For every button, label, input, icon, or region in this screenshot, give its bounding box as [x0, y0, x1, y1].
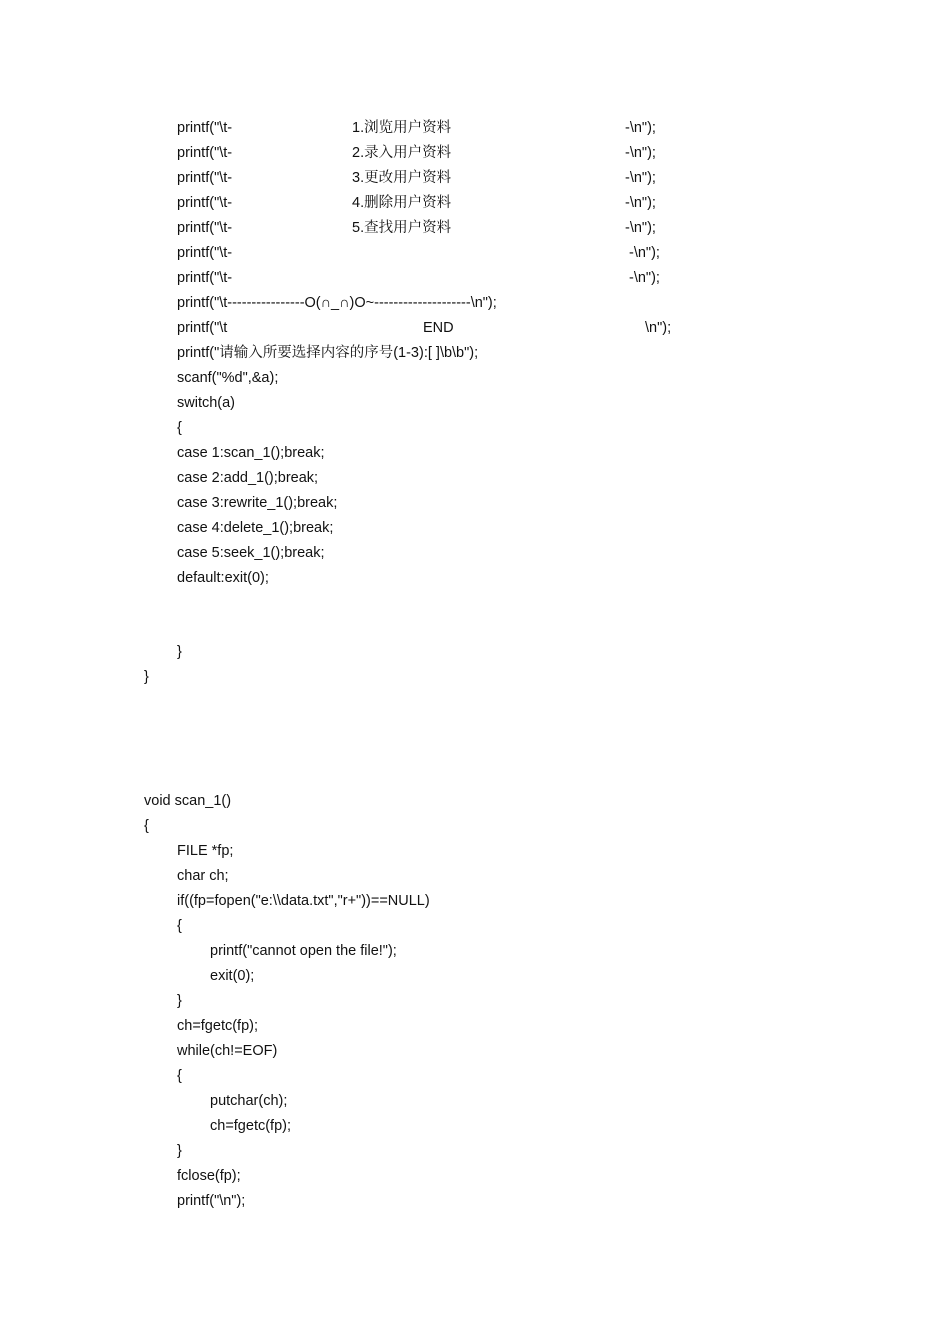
code-line: 3.更改用户资料 — [352, 170, 452, 186]
code-line: putchar(ch); — [210, 1093, 288, 1109]
code-line: printf("\t- — [177, 220, 233, 236]
code-line: } — [177, 1143, 182, 1159]
code-line: printf("请输入所要选择内容的序号(1-3):[ ]\b\b"); — [177, 345, 479, 361]
code-line: 5.查找用户资料 — [352, 220, 452, 236]
code-line: exit(0); — [210, 968, 255, 984]
code-line: 2.录入用户资料 — [352, 145, 452, 161]
code-line: 4.删除用户资料 — [352, 195, 452, 211]
code-line: switch(a) — [177, 395, 236, 411]
code-line: default:exit(0); — [177, 570, 269, 586]
code-line: printf("\n"); — [177, 1193, 246, 1209]
code-line: FILE *fp; — [177, 843, 234, 859]
code-line: { — [177, 918, 182, 934]
code-line: { — [177, 1068, 182, 1084]
code-line: ch=fgetc(fp); — [210, 1118, 291, 1134]
code-line: printf("\t----------------O(∩_∩)O~--------------------\n"); — [177, 295, 497, 311]
code-line: \n"); — [645, 320, 672, 336]
code-line: -\n"); — [625, 120, 656, 136]
code-line: } — [177, 993, 182, 1009]
code-line: while(ch!=EOF) — [177, 1043, 278, 1059]
code-line: -\n"); — [625, 170, 656, 186]
code-line: printf("cannot open the file!"); — [210, 943, 397, 959]
code-line: fclose(fp); — [177, 1168, 241, 1184]
code-line: ch=fgetc(fp); — [177, 1018, 258, 1034]
code-line: printf("\t- — [177, 195, 233, 211]
code-line: printf("\t — [177, 320, 228, 336]
code-line: -\n"); — [629, 245, 660, 261]
code-line: case 2:add_1();break; — [177, 470, 319, 486]
code-line: scanf("%d",&a); — [177, 370, 279, 386]
code-line: END — [423, 320, 454, 336]
code-line: if((fp=fopen("e:\\data.txt","r+"))==NULL) — [177, 893, 430, 909]
code-line: } — [177, 644, 182, 660]
code-line: 1.浏览用户资料 — [352, 120, 452, 136]
code-line: printf("\t- — [177, 270, 233, 286]
code-line: -\n"); — [625, 195, 656, 211]
code-line: -\n"); — [629, 270, 660, 286]
code-line: printf("\t- — [177, 120, 233, 136]
code-line: printf("\t- — [177, 170, 233, 186]
code-line: case 4:delete_1();break; — [177, 520, 334, 536]
code-line: char ch; — [177, 868, 229, 884]
code-line: { — [177, 420, 182, 436]
code-line: { — [144, 818, 149, 834]
code-line: -\n"); — [625, 220, 656, 236]
code-line: case 5:seek_1();break; — [177, 545, 325, 561]
code-line: case 3:rewrite_1();break; — [177, 495, 338, 511]
code-line: printf("\t- — [177, 145, 233, 161]
code-line: case 1:scan_1();break; — [177, 445, 325, 461]
code-line: -\n"); — [625, 145, 656, 161]
code-line: } — [144, 669, 149, 685]
code-line: void scan_1() — [144, 793, 232, 809]
code-line: printf("\t- — [177, 245, 233, 261]
